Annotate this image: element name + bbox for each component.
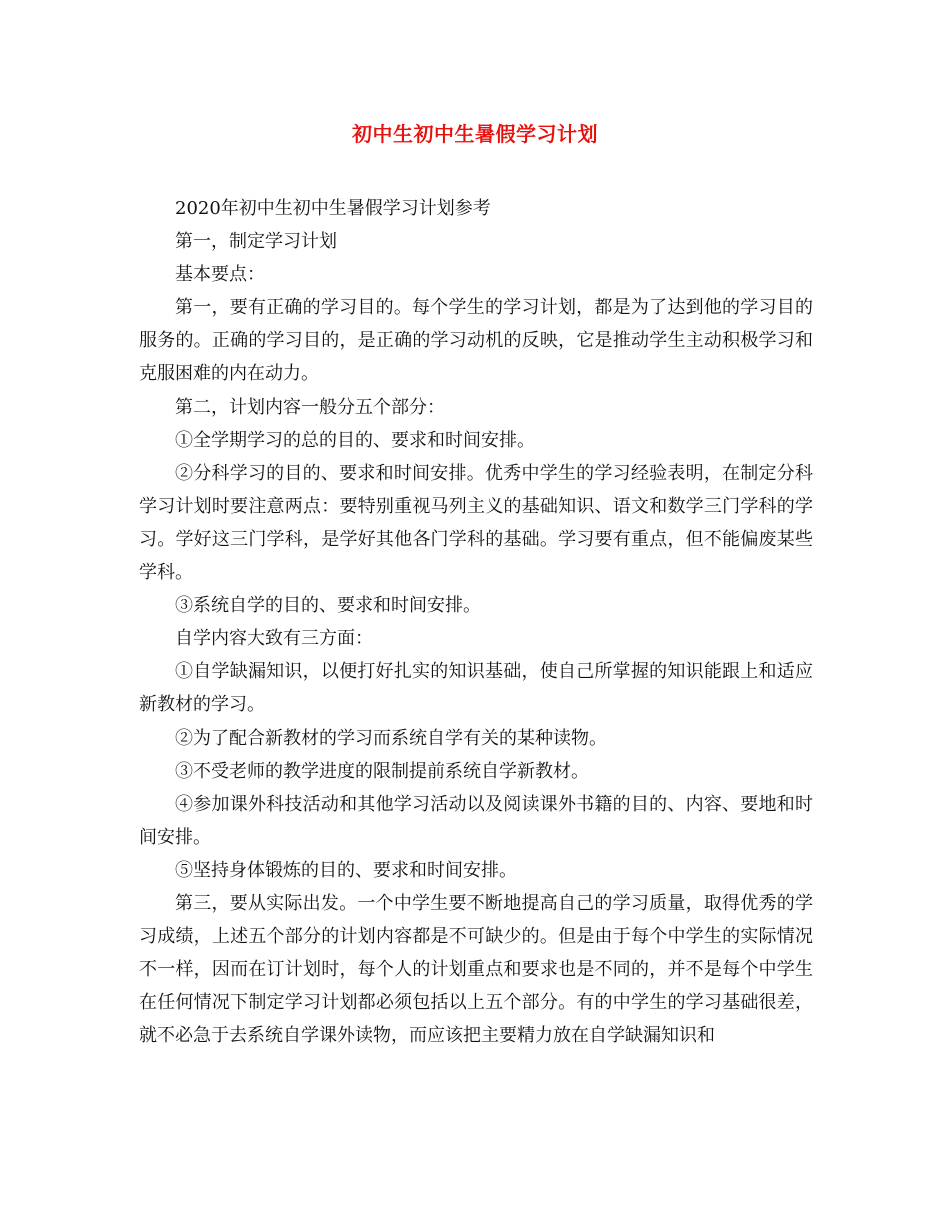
document-body: [139, 192, 813, 1052]
list-item: ③不受老师的教学进度的限制提前系统自学新教材。: [175, 760, 589, 782]
paragraph-five-parts: 第二，计划内容一般分五个部分：: [175, 396, 445, 418]
document-title: 初中生初中生暑假学习计划: [352, 122, 598, 146]
paragraph-intro: 2020年初中生初中生暑假学习计划参考: [175, 198, 491, 219]
list-item: ⑤坚持身体锻炼的目的、要求和时间安排。: [175, 859, 517, 881]
list-item: ②为了配合新教材的学习而系统自学有关的某种读物。: [175, 727, 607, 749]
list-item: ③系统自学的目的、要求和时间安排。: [175, 595, 481, 617]
list-item: ①全学期学习的总的目的、要求和时间安排。: [175, 429, 535, 451]
paragraph-goal: 第一，要有正确的学习目的。每个学生的学习计划，都是为了达到他的学习目的服务的。正确的学习目的，是正确的学习动机的反映，它是推动学生主动积极学习和克服困难的内在动力。: [139, 297, 813, 385]
paragraph-heading-1: 第一，制定学习计划: [175, 231, 337, 253]
paragraph-key-points: 基本要点：: [175, 264, 265, 286]
paragraph-self-study: 自学内容大致有三方面：: [175, 628, 373, 650]
list-item: ①自学缺漏知识，以便打好扎实的知识基础，使自己所掌握的知识能跟上和适应新教材的学习。: [139, 661, 813, 716]
paragraph-practical: 第三，要从实际出发。一个中学生要不断地提高自己的学习质量，取得优秀的学习成绩，上述五个部分的计划内容都是不可缺少的。但是由于每个中学生的实际情况不一样，因而在订计划时，每个人的计划重点和要求也是不同的，并不是每个中学生在任何情况下制定学习计划都必须包括以上五个部分。有的中学生的学习基础很差，就不必急于去系统自学课外读物，而应该把主要精力放在自学缺漏知识和: [139, 892, 813, 1047]
list-item: ②分科学习的目的、要求和时间安排。优秀中学生的学习经验表明，在制定分科学习计划时要注意两点：要特别重视马列主义的基础知识、语文和数学三门学科的学习。学好这三门学科，是学好其他各门学科的基础。学习要有重点，但不能偏废某些学科。: [139, 462, 813, 584]
list-item: ④参加课外科技活动和其他学习活动以及阅读课外书籍的目的、内容、要地和时间安排。: [139, 793, 813, 848]
